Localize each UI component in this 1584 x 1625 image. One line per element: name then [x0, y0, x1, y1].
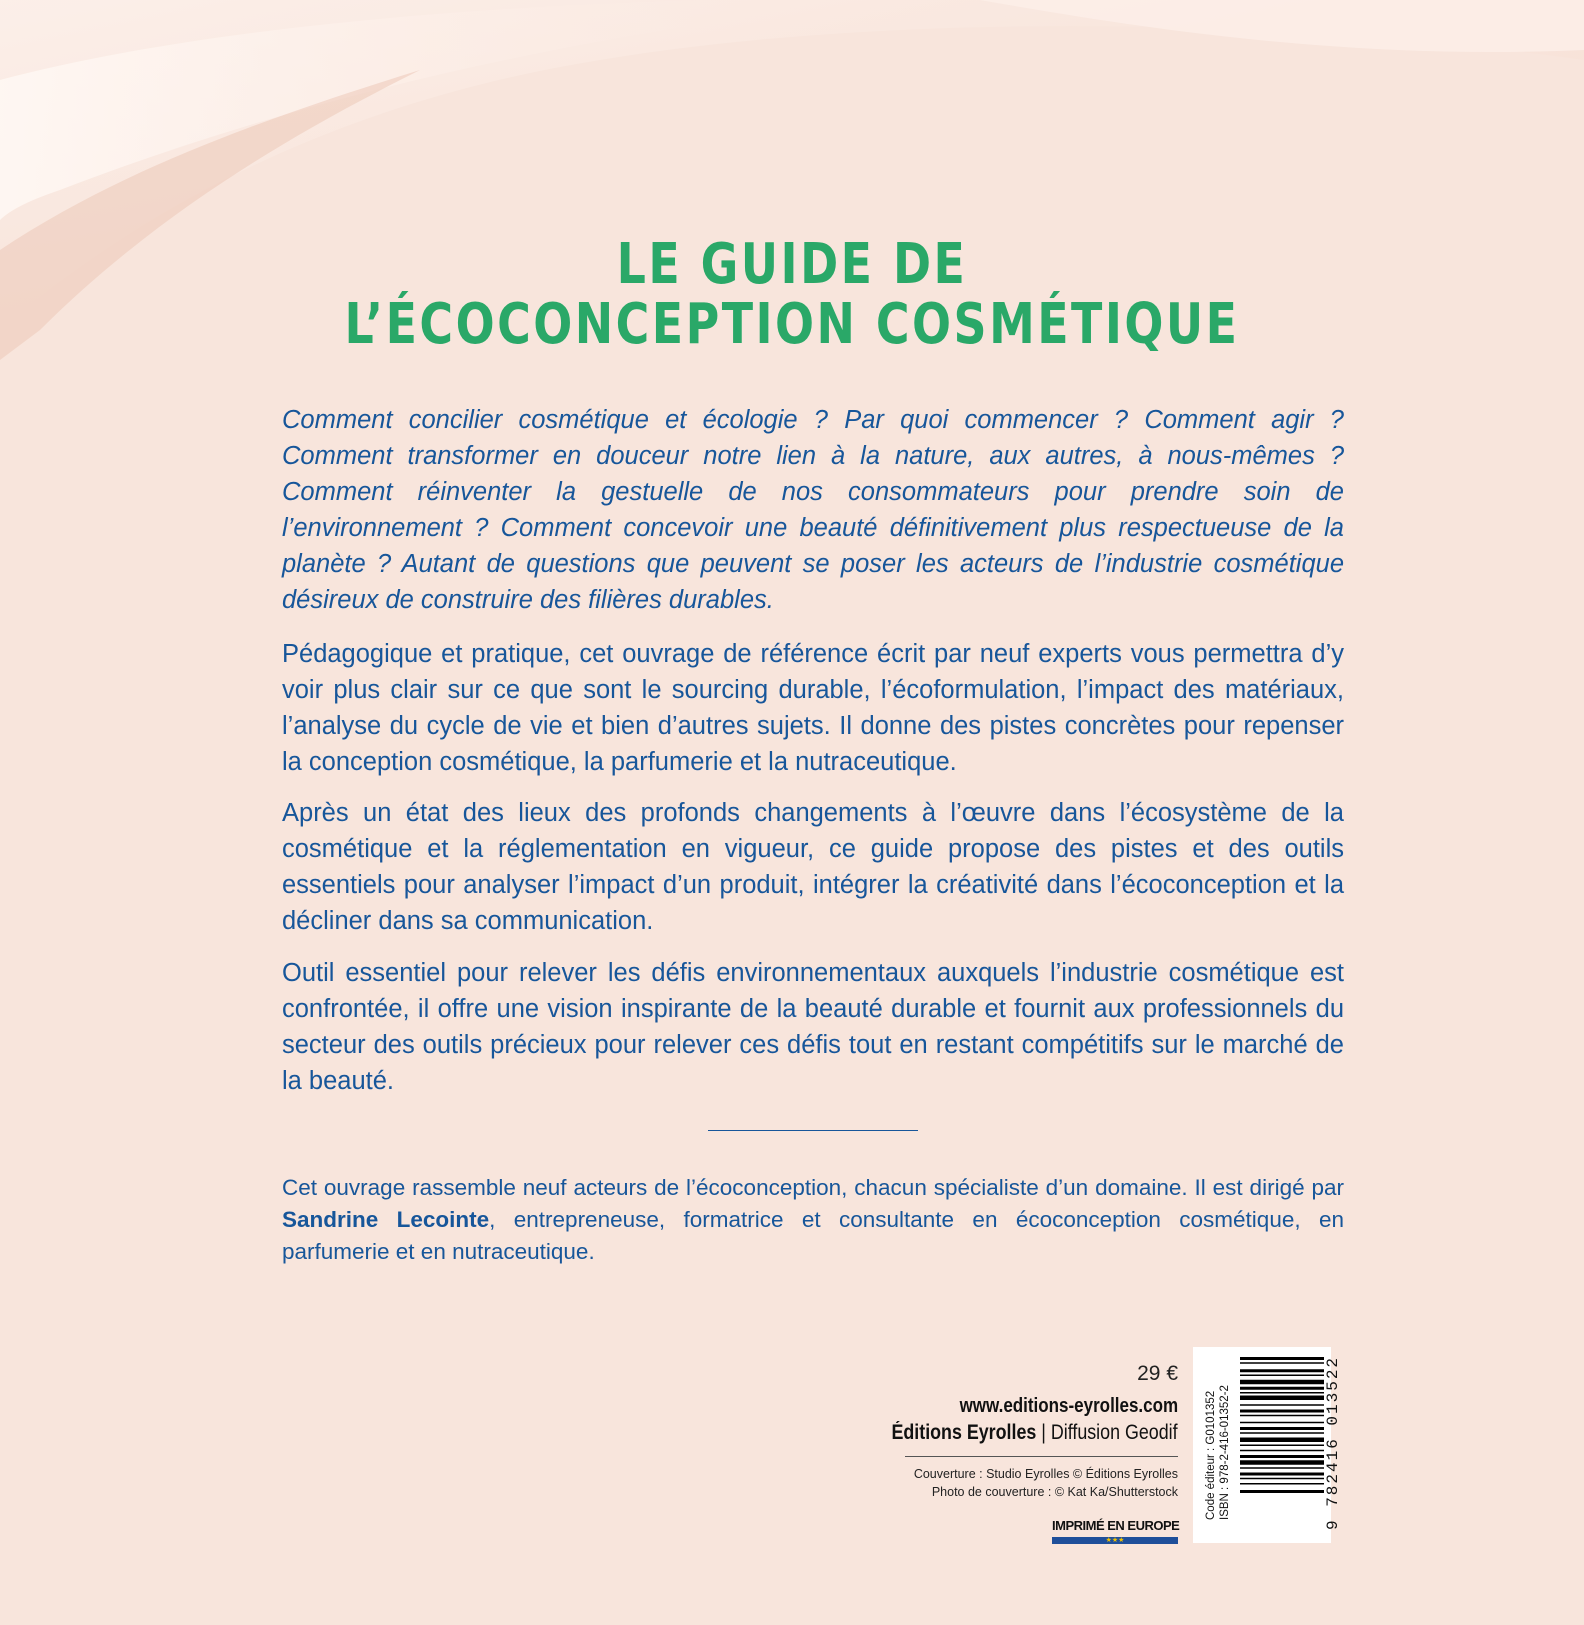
barcode-bar	[1240, 1396, 1324, 1401]
description-paragraph-3: Après un état des lieux des profonds changements à l’œuvre dans l’écosystème de la cosmétique et la réglementation en vigueur, ce guide propose des pistes et des outils essentiels pour analyser l’impact d’un produit, intégrer la créativité dans l’écoconception et la décliner dans sa communication.	[282, 799, 1344, 935]
barcode-bar	[1240, 1427, 1324, 1430]
barcode-bar	[1240, 1410, 1324, 1413]
barcode-bar	[1240, 1369, 1324, 1372]
printed-in-europe-label: IMPRIMÉ EN EUROPE	[1052, 1518, 1180, 1533]
barcode-bar	[1240, 1478, 1324, 1480]
book-title-line-2: L’ÉCOCONCEPTION COSMÉTIQUE	[344, 292, 1240, 357]
cream-swirl-background	[0, 0, 1584, 420]
eu-flag-strip: ★★★	[1052, 1537, 1178, 1544]
book-title-line-1: LE GUIDE DE	[616, 232, 968, 297]
barcode-bar	[1240, 1460, 1324, 1465]
barcode-bar	[1240, 1450, 1324, 1452]
barcode-bar	[1240, 1404, 1324, 1406]
about-authors	[282, 1172, 1344, 1268]
barcode-bar	[1240, 1455, 1324, 1458]
photo-credit: Photo de couverture : © Kat Ka/Shutterstock	[931, 1485, 1178, 1499]
barcode-bar	[1240, 1392, 1324, 1394]
barcode-bar	[1240, 1445, 1324, 1447]
publisher-name: Éditions Eyrolles	[891, 1421, 1037, 1444]
barcode-bar	[1240, 1438, 1324, 1443]
section-divider	[708, 1130, 918, 1131]
barcode-bar	[1240, 1473, 1324, 1476]
cover-credit: Couverture : Studio Eyrolles © Éditions Eyrolles	[913, 1467, 1178, 1481]
imprint-divider	[905, 1456, 1178, 1457]
publisher-line	[892, 1421, 1178, 1445]
barcode-bar	[1240, 1432, 1324, 1434]
barcode-bar	[1240, 1357, 1324, 1360]
barcode-bar	[1240, 1422, 1324, 1424]
barcode-bar	[1240, 1362, 1324, 1364]
isbn-codes	[1204, 1340, 1232, 1520]
description-paragraph-2: Pédagogique et pratique, cet ouvrage de référence écrit par neuf experts vous permettra d’y voir plus clair sur ce que sont le sourcing durable, l’écoformulation, l’impact des matériaux, l’analyse du cycle de vie et bien d’autres sujets. Il donne des pistes concrètes pour repenser la conception cosmétique, la parfumerie et la nutraceutique.	[282, 640, 1344, 776]
barcode-bar	[1240, 1490, 1324, 1493]
barcode-bar	[1240, 1467, 1324, 1469]
barcode-bar	[1240, 1375, 1324, 1377]
intro-paragraph: Comment concilier cosmétique et écologie ? Par quoi commencer ? Comment agir ? Comment transformer en douceur notre lien à la nature, aux autres, à nous-mêmes ? Comment réinventer la gestuelle de nos consommateurs pour prendre soin de l’environnement ? Comment concevoir une beauté définitivement plus respectueuse de la planète ? Autant de questions que peuvent se poser les acteurs de l’industrie cosmétique désireux de construire des filières durables.	[282, 406, 1344, 614]
about-text-end: , entrepreneuse, formatrice et consultante en écoconception cosmétique, en parfumerie et en nutraceutique.	[282, 1207, 1344, 1264]
about-text-start: Cet ouvrage rassemble neuf acteurs de l’écoconception, chacun spécialiste d’un domaine. Il est dirigé par	[282, 1175, 1344, 1200]
barcode-digits: 9 782416 013522	[1324, 1355, 1342, 1530]
distributor-name: | Diffusion Geodif	[1036, 1421, 1178, 1444]
editor-name: Sandrine Lecointe	[282, 1207, 490, 1232]
description-paragraph-4: Outil essentiel pour relever les défis environnementaux auxquels l’industrie cosmétique est confrontée, il offre une vision inspirante de la beauté durable et fournit aux professionnels du secteur des outils précieux pour relever ces défis tout en restant compétitifs sur le marché de la beauté.	[282, 959, 1344, 1095]
barcode-bar	[1240, 1380, 1324, 1385]
isbn-number: ISBN : 978-2-416-01352-2	[1219, 1385, 1231, 1520]
barcode-bar	[1240, 1415, 1324, 1417]
publisher-website: www.editions-eyrolles.com	[959, 1395, 1178, 1417]
ean-barcode	[1240, 1357, 1324, 1527]
barcode-bar	[1240, 1483, 1324, 1485]
publisher-code: Code éditeur : G0101352	[1205, 1390, 1217, 1520]
price: 29 €	[1137, 1362, 1178, 1385]
barcode-bar	[1240, 1387, 1324, 1390]
